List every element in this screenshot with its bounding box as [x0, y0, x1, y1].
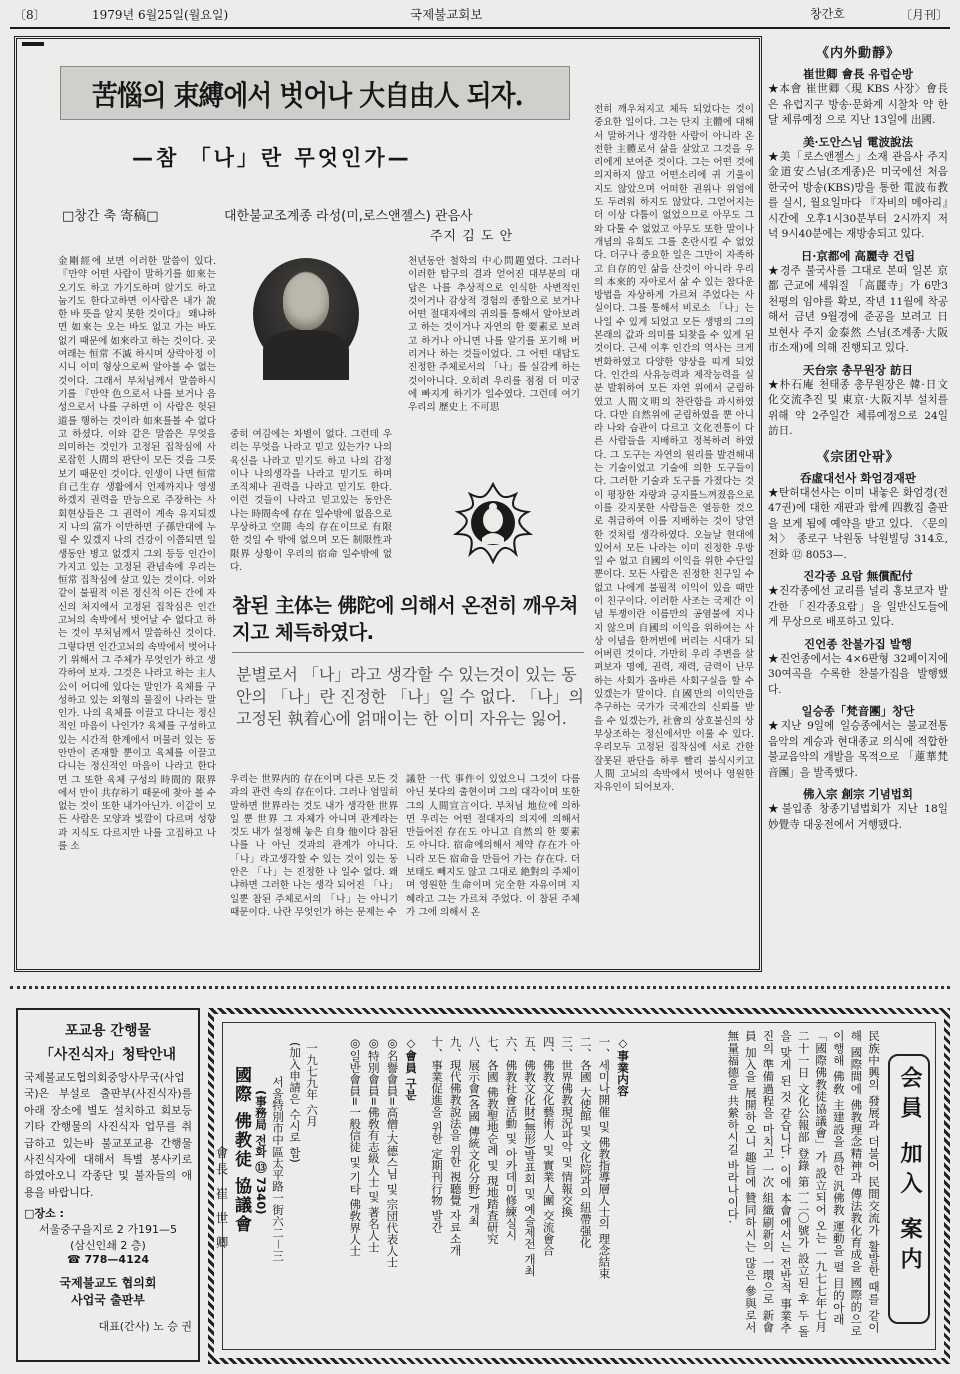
business-list [422, 1036, 632, 1346]
sidebar-heading-order-news: 《宗团안팎》 [816, 449, 900, 465]
membership-type: ◎特別會員=佛敎有志級人士 및 著名人士 [366, 1036, 381, 1253]
news-body: ★불입종 창종기념법회가 지난 18일 妙覺寺 대웅전에서 거행됐다. [768, 803, 948, 831]
page-header [0, 0, 960, 28]
page-number: 〔8〕 [14, 8, 46, 22]
news-title: 일승종「梵音團」창단 [801, 704, 915, 718]
article-column-3: 천년동안 철학의 中心問題였다. 그러나 이러한 탐구의 결과 얻어진 대부분의 대답은 나를 추상적으로 인식한 사변적인 것이거나 감상적 경험의 종합으로 보거나 어떤 절대자에의 귀의를 통해서 알아보려고 하는 것이거나 자연의 한 要素로 보려고 하거나 아니면 나를 알기를 포기해 버리거나 하는 것들이었다. 그 어떤 대답도 진정한 주체로서의 「나」를 실감케 하는 것이아니다. 오히려 우리를 점점 더 미궁에 빠지게 하기가 일수였다. 그런데 여기 우리의 歷史上 不可思 [408, 256, 580, 414]
section-separator [10, 986, 950, 989]
business-item: 四、佛教文化藝術人 및 實業人團 交流會合 [541, 1036, 556, 1256]
notice-intro: 民族中興의 發展과 더불어 民間交流가 활발한 때를 같이해 國際間에 佛教理念精神과 傳法教化育成을 國際的으로 이행해 佛敎 主建設을 爲한 汎佛教 運動을 펼 目的아래 「國際佛教徒協議會」가 設立되어 오는 一九七七年七月二十一日 文化公報部 登錄 第一二〇號가 設立된 후 두 돌을 맞게 된 것 같습니다. 이에 本會에서는 전반적 事業추진의 準備過程을 마치고 一次 組織刷新의 一環으로 新會員 加入을 展開하오니 趣旨에 贊同하시는 많은 參與로서 無量福德을 共縈하시길 바라나이다. [726, 1030, 881, 1338]
frame-accent [22, 42, 44, 46]
news-body: ★本會 崔世卿〈現 KBS 사장〉會長은 유럽지구 방송·문화계 시찰차 약 한달 체류예정 으로 지난 13일에 出國. [768, 83, 948, 126]
news-title: 진언종 찬불가집 발행 [804, 636, 912, 651]
ad-representative: 대표(간사) 노 승 권 [98, 1320, 192, 1334]
article-column-6: 議한 一代 事件이 있었으니 그것이 다름아닌 붓다의 출현이며 그의 대각이며 또한 그의 人間宣言이다. 부처님 地位에 의하면 우리는 어떤 절대자의 의지에 의해서 만들어진 存在도 아니고 自然의 한 要素도 아니다. 宿命에의해서 제약 存在가 아니라 모든 宿命을 만들어 가는 存在다. 더 보태도 빼지도 않고 그대로 絶對의 주체이며 영원한 生命이며 完全한 자유이며 지혜라고 그는 가르쳐 주었다. 이 참된 주체가 그에 의해서 온 [406, 774, 580, 918]
notice-title: 会員 加入 案内 [897, 1066, 922, 1278]
sidebar-item [768, 66, 948, 129]
period-label: 〔月刊〕 [900, 8, 949, 22]
ad-phone: ☎ 778—4124 [66, 1253, 150, 1267]
portrait-robe [263, 330, 349, 380]
notice-closing [214, 1036, 320, 1346]
sidebar-item [768, 134, 948, 243]
header-rule [10, 27, 950, 29]
typesetting-ad [16, 1008, 200, 1362]
issue-date: 1979년 6월25일(월요일) [92, 8, 229, 22]
ad-org-1: 국제불교도 협의회 [59, 1276, 157, 1291]
author-name: 주지 김 도 안 [430, 229, 514, 244]
news-body: ★진언종에서는 4×6판형 32페이지에 30여곡을 수록한 찬불가집을 발행했다. [768, 652, 948, 696]
news-title: 佛入宗 創宗 기념법회 [803, 787, 913, 801]
buddha-emblem-icon [446, 480, 540, 566]
pull-quote-main: 참된 主体는 佛陀에 의해서 온전히 깨우쳐 지고 체득하였다. [232, 594, 578, 644]
sidebar-item [768, 786, 948, 833]
contribution-tag: □창간 축 寄稿□ [62, 209, 159, 224]
business-item: 六、佛教社會活動 및 아카데미修練실시 [504, 1036, 519, 1241]
news-title: 진각종 요람 無償配付 [803, 569, 913, 583]
business-item: 十、事業促進을 위한 定期刊行物 발간 [430, 1036, 445, 1233]
author-affiliation: 대한불교조계종 라성(미,로스앤젤스) 관음사 [224, 209, 473, 224]
news-body: ★지난 9일에 일승종에서는 불교전통음악의 계승과 현대종교 의식에 적합한 불교음악의 개발을 목적으로 「蓮華梵音團」을 발족했다. [768, 720, 948, 779]
org-address: 서울特別市中區太平路一街六二－三 [271, 1076, 285, 1262]
ad-title-2: 「사진식자」청탁안내 [39, 1047, 177, 1063]
news-title: 崔世卿 會長 유럽순방 [803, 67, 913, 81]
sidebar-item [768, 636, 948, 699]
ad-address-2: (삼신인쇄 2 층) [70, 1239, 146, 1253]
office-phone: (事務局 전화 ⑬ 7340) [254, 1090, 268, 1215]
business-item: 五、佛教文化財(無形)발표회 및 예술제전 개최 [523, 1036, 538, 1277]
news-body: ★탄허대선사는 이미 내놓은 화엄경(전47권)에 대한 재판과 함께 四教집 출판을 보게 됨에 예약을 받고 있다. 〈문의처〉 종로구 낙원동 낙원빌딩 314호, 전화 ⑫ 8053—. [768, 486, 948, 561]
membership-heading: ◇會員 구분 [404, 1036, 418, 1101]
newspaper-name: 국제불교회보 [410, 7, 483, 22]
closing-note: (加入申請은 수시로 함) [288, 1042, 302, 1163]
news-title: 呑虛대선사 화엄경재판 [800, 470, 916, 485]
ad-body: 국제불교도협의회중앙사무국(사업국)은 부설로 출판부(사진식자)를 아래 장소에 별도 설치하고 회보등 기타 간행물의 사진식자 업무를 취급하고 있는바 불교포교용 간행물 사진식자에 대해서 특별 봉사키로 하였아오니 각종단 및 불자들의 애용을 바랍니다. [24, 1071, 192, 1199]
membership-type: ◎일반會員=一般信徒 및 기타 佛敎界人士 [348, 1036, 363, 1257]
news-body: ★경주 불국사를 그대로 본떠 일본 京都 근교에 세워질 「高麗寺」가 6만3천평의 임야를 확보, 작년 11월에 착공해서 금년 9월경에 준공을 보려고 日 보현사 주지 金泰然 스님(조계종·大阪市소재)에 의해 진행되고 있다. [768, 264, 948, 354]
sidebar-item [768, 248, 948, 357]
business-heading-label: ◇事業内容 [616, 1036, 630, 1097]
portrait-face [283, 274, 329, 330]
business-item: 一、세미나開催 및 佛教指導層人士의 理念結束 [597, 1036, 612, 1280]
business-item: 七、各國 佛教聖地순례 및 現地踏査研究 [485, 1036, 500, 1245]
sidebar-heading-inside-outside: 《内外動靜》 [815, 46, 900, 61]
sidebar-item [768, 703, 948, 781]
sidebar-item [768, 362, 948, 440]
pull-quote-divider [232, 652, 584, 653]
sidebar-item [768, 568, 948, 631]
headline: 苦惱의 束縛에서 벗어나 大自由人 되자. [92, 79, 523, 112]
news-title: 日·京都에 高麗寺 건립 [800, 248, 916, 263]
news-sidebar [768, 42, 948, 972]
ad-title-1: 포교용 간행물 [64, 1023, 152, 1039]
business-item: 三、世界佛教現況파악 및 情報交換 [560, 1036, 575, 1218]
article-column-2: 중히 여김에는 차별이 없다. 그런데 우리는 무엇을 나라고 믿고 있는가? 나의 육신을 나라고 믿기도 하고 나의 감정이나 나의생각을 나라고 믿기도 하며 조직체나 권력을 나라고 믿기도 한다. 이런 것들이 나라고 믿고있는 동안은 나는 時間속에 存在 일수밖에 없음으로 무상하고 空間 속의 存在이므로 有限한 것일 수 밖에 없으며 모든 制限性과 限界 상황이 우리의 宿命 일수밖에 없다. [230, 429, 392, 573]
closing-date: 一九七九年 六月 [305, 1042, 319, 1127]
article-column-1: 金剛經에 보면 이러한 말씀이 있다. 『만약 어떤 사람이 말하기를 如來는 오기도 하고 가기도하며 앉기도 하고 눕기도 한다고하면 이사람은 내가 說한 바 뜻을 알지 못한 것이다』 왜냐하면 如來는 오는 바도 없고 가는 바도 없기 때문에 如來라고 하는 것이다. 곳 여래는 恒常 不滅 하시며 상락아정 이시니 이미 형상으로써 알아볼 수 없는 것이다. 그래서 부처님께서 말씀하시기를 『만약 色으로서 나를 보거나 음성으로서 나를 구하면 이 사람은 헛된 道를 행하는 것이라 如來를볼 수 없다고 하셨다. 이와 같은 말씀은 무엇을 의미하는 것인가 고정된 집착심에 사로잡힌 人間의 판단이 모든 것을 그릇 보기 때문인 것이다. 인생이 나면 恒常 自己生存 생활에서 언제까지나 영생 하겠지 권력을 만능으로 주장하는 사회현상들은 그 권력이 계속 유지되겠지 나의 富가 이만하면 子孫만대에 누릴 수 있겠지 나의 건강이 이쯤되면 일생동안 병고 없겠지 그외 등등 인간이 가지고 있는 고정된 관념속에 우리는 恒常 집착심에 살고 있는 것이다. 이와 같이 불필적 이른 정신적 이든 간에 자신의 처지에서 고정된 집착심은 인간고뇌의 속박에서 벗어날 수 없다고 하는 것이 부처님께서 말씀하신 것이다. 그렇다면 인간고뇌의 속박에서 벗어나기 위해서 그 주체가 무엇인가 하고 생각하여 보자. 그것은 나라고 하는 主人公이 어디에 있다는 말인가 육체를 구성하고 있는 외형의 물질이 나라는 말인가. 나의 육체를 이끌고 다니는 정신적인 마음이 나인가? 육체를 구성하고 있는 시간적 한계에서 머물러 있는 동안만이 존재할 뿐이고 육체를 이끌고 다니는 정신적인 마음이 나라고 한다면 그 또한 육체 구성의 時間的 限界에서 만이 共存하기 때문에 찾아 볼 수 없는 것이 또한 내가아닌가. 이같이 모든 사람은 모양과 빛깔이 다르며 성향과 지식도 다르지만 나를 고집하고 나를 소 [58, 256, 216, 853]
org-name: 國際 佛教徒 協議會 [231, 1066, 251, 1234]
edition-label: 창간호 [810, 7, 845, 21]
article-column-4: 전히 깨우쳐지고 체득 되었다는 것이 중요한 일이다. 그는 단지 主體에 대해서 말하거나 생각한 사람이 아니라 온전한 主體로서 삶을 살았고 그것을 우리에게 보여준 것이다. 그는 어떤 것에 의지하지 않고 어떤소리에 귀 기울이지도 않았으며 어떠한 권위나 위엄에도 두려워 하지도 않았다. 그얻어지는 더 이상 다툼이 없었으므로 아무도 그와 다툴 수 없었고 아무도 또한 말이나 개념의 유희도 그를 혼란시킬 수 없었다. 더구나 중요한 일은 그만이 자족하고 自存的인 삶을 산것이 아니라 우리의 本來的 자아로서 삶 수 있는 참다운 방법을 자상하게 가르쳐 주었다는 사실이다. 그를 통해서 비로소 「나」는 나일 수 있게 되었고 모든 생명의 그의 본래의 값과 의미를 되찾을 수 있게 된 것이다. 근세 이후 인간의 역사는 크게 변화하였고 다양한 양상을 띠게 되었다. 인간의 사유능력과 제작능력을 실분 발휘하여 모든 자연 위에서 군림하였고 人間文明의 찬란함을 과시하였다. 다만 自然위에 군림하였을 뿐 아니라 나와 습관이 다르고 文化전통이 다른 사람들을 지배하고 정복하려 하였다. 그 도구는 자연의 원리를 발견해내는 기술이었고 기술에 의한 도구들이다. 그러한 기술과 도구를 가졌다는 것이 평장한 자랑과 긍지를느껴졌음으로 이를 갖지못한 사람들은 열등한 것으로 취급하여 이를 지배하는 것이 당연한 것처럼 생각하였다. 오늘날 현대에 있어서 모든 나라는 이미 진정한 우방일 수 없고 自國의 이익을 위한 수단일 뿐이다. 모든 사람은 진정한 친구일 수 없고 나에게 불필적 이익이 있을 때만이 친구이다. 이러한 사조는 국제간 이념 투쟁이란 이름만의 공염불에 지나지 않으며 自國의 이익을 위하여는 사상 이념을 한꺼번에 버리는 시대가 되어버린 것이다. 가만히 우리 주변을 살펴보자 명예, 권력, 재력, 금력이 난무하는 사회가 올바른 사회구실을 할 수 있겠는가 말이다. 自國만의 이익만을 추구하는 국가가 국제간의 신뢰를 받을 수 있겠는가, 社會의 상호불신의 상부상조하는 정신에서만 이룰 수 있다. 우리모두 고정된 집착심에 서로 간한 잘못된 판단을 하루 빨리 불식시키고 人間 고뇌의 속박에서 벗어나 영원한 자유인이 되어보자. [594, 104, 754, 794]
subheadline: —참 「나」란 무엇인가— [132, 146, 412, 170]
news-body: ★朴石庵 천태종 총무원장은 韓·日文化交流추진 및 東京·大阪지부 설치를 위해 약 2주일간 체류예정으로 24일 訪日. [768, 378, 948, 437]
membership-type: ◎名譽會員=高僧·大德스님 및 宗団代表人士 [385, 1036, 400, 1268]
author-portrait [253, 258, 359, 370]
pull-quote-secondary: 분별로서 「나」라고 생각할 수 있는것이 있는 동안의 「나」란 진정한 「나」일 수 없다. 「나」의 고정된 執着心에 얽매이는 한 이미 자유는 잃어. [236, 665, 584, 728]
president-name: 會長 崔 世 卿 [214, 1146, 229, 1253]
article-column-5: 우리는 世界内的 存在이며 다른 모든 것과의 관련 속의 存在이다. 그러나 엄밀히 말하면 世界라는 것도 내가 생각한 世界일 뿐 世界 그 자체가 아니며 관계라는 것도 내가 설정해 놓은 自身 他이다 참된 나를 나 아닌 것과의 관계가 아니다. 「나」라고생각할 수 있는 것이 있는 동안은 「나」는 진정한 나 일수 없다. 왜냐하면 그러한 나는 생각 되어진 「나」일뿐 참된 주체로서의 「나」는 아니기 때문이다. 나란 무엇인가 하는 문제는 수 [230, 774, 398, 918]
news-body: ★진각종에선 교리를 널리 홍보코자 발간한 「진각종요람」을 일반신도들에게 무상으로 배포하고 있다. [768, 585, 948, 628]
sidebar-item [768, 470, 948, 564]
ad-org-2: 사업국 출판부 [71, 1293, 145, 1308]
ad-address-1: 서울중구을지로 2 가191—5 [39, 1223, 177, 1237]
business-item: 二、各國 大使館 및 文化院과의 紐帶强化 [578, 1036, 593, 1248]
news-title: 天台宗 총무원장 訪日 [803, 362, 913, 377]
business-item: 八、展示會(各國 傳統文化分野) 개최 [467, 1036, 482, 1227]
ad-place-label: □장소 : [24, 1207, 64, 1221]
business-item: 九、現代佛教說法을 위한 視聽覺 자료소개 [448, 1036, 463, 1256]
membership-types [322, 1036, 420, 1346]
news-title: 美·도안스님 電波說法 [803, 134, 913, 149]
news-body: ★美「로스앤젤스」소재 관음사 주지 金道安스님(조계종)은 미국에선 처음 한국어 방송(KBS)망을 통한 電波布教를 실시, 월요일마다 『자비의 메아리』시간에 오후1시30분부터 2시까지 저녁 9시40분에는 재방송되고 있다. [768, 150, 948, 240]
